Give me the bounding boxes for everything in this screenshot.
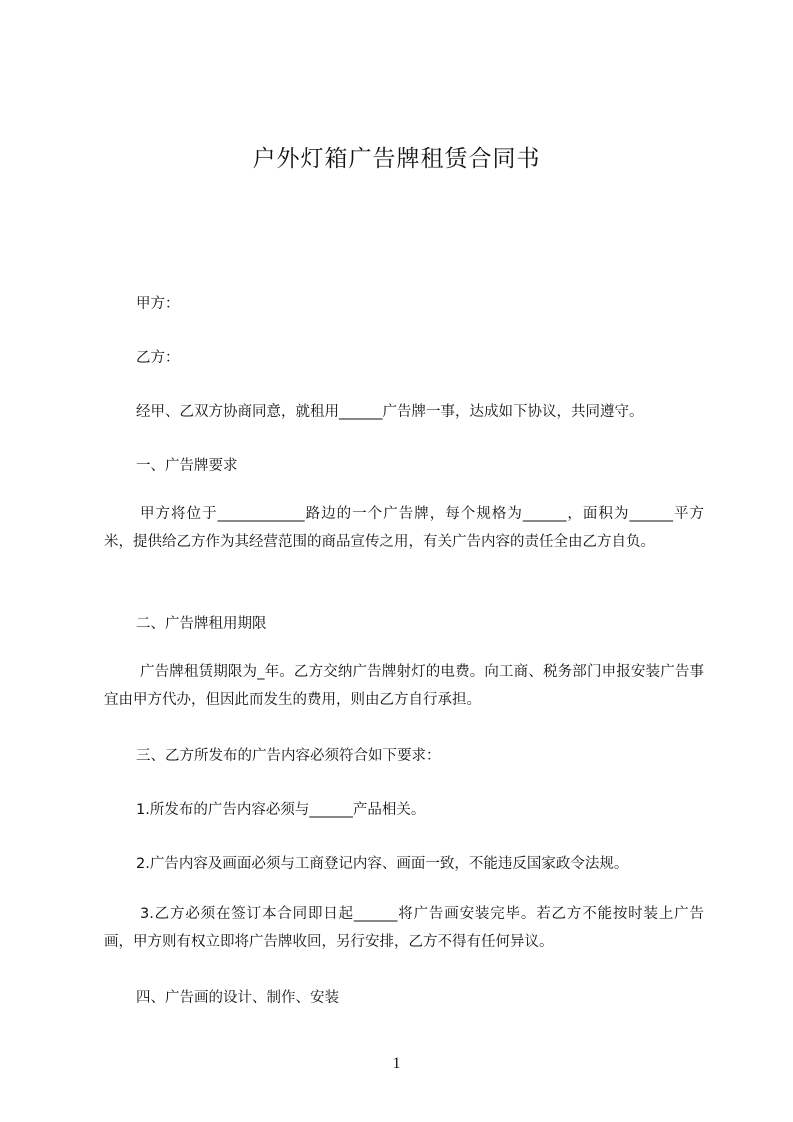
section-4-heading: 四、广告画的设计、制作、安装 <box>136 990 339 1006</box>
section-3-heading: 三、乙方所发布的广告内容必须符合如下要求： <box>136 748 441 764</box>
section-3-item-1: 1.所发布的广告内容必须与______产品相关。 <box>136 802 426 818</box>
intro-paragraph: 经甲、乙双方协商同意，就租用______广告牌一事，达成如下协议，共同遵守。 <box>136 404 644 420</box>
section-3-item-2: 2.广告内容及画面必须与工商登记内容、画面一致，不能违反国家政令法规。 <box>136 856 629 872</box>
page-number: 1 <box>392 1055 401 1072</box>
section-2-heading: 二、广告牌租用期限 <box>136 616 267 632</box>
section-3-item-3: 3.乙方必须在签订本合同即日起______将广告画安装完毕。若乙方不能按时装上广告画，甲方则有权立即将广告牌收回，另行安排，乙方不得有任何异议。 <box>104 906 704 950</box>
section-1-heading: 一、广告牌要求 <box>136 458 238 474</box>
party-a-label: 甲方： <box>136 296 180 312</box>
document-title: 户外灯箱广告牌租赁合同书 <box>252 146 541 172</box>
party-b-label: 乙方： <box>136 350 180 366</box>
section-2-body: 广告牌租赁期限为_年。乙方交纳广告牌射灯的电费。向工商、税务部门申报安装广告事宜由甲方代办，但因此而发生的费用，则由乙方自行承担。 <box>104 664 704 708</box>
section-1-body: 甲方将位于____________路边的一个广告牌，每个规格为______，面积为______平方米，提供给乙方作为其经营范围的商品宣传之用，有关广告内容的责任全由乙方自负。 <box>104 506 704 550</box>
